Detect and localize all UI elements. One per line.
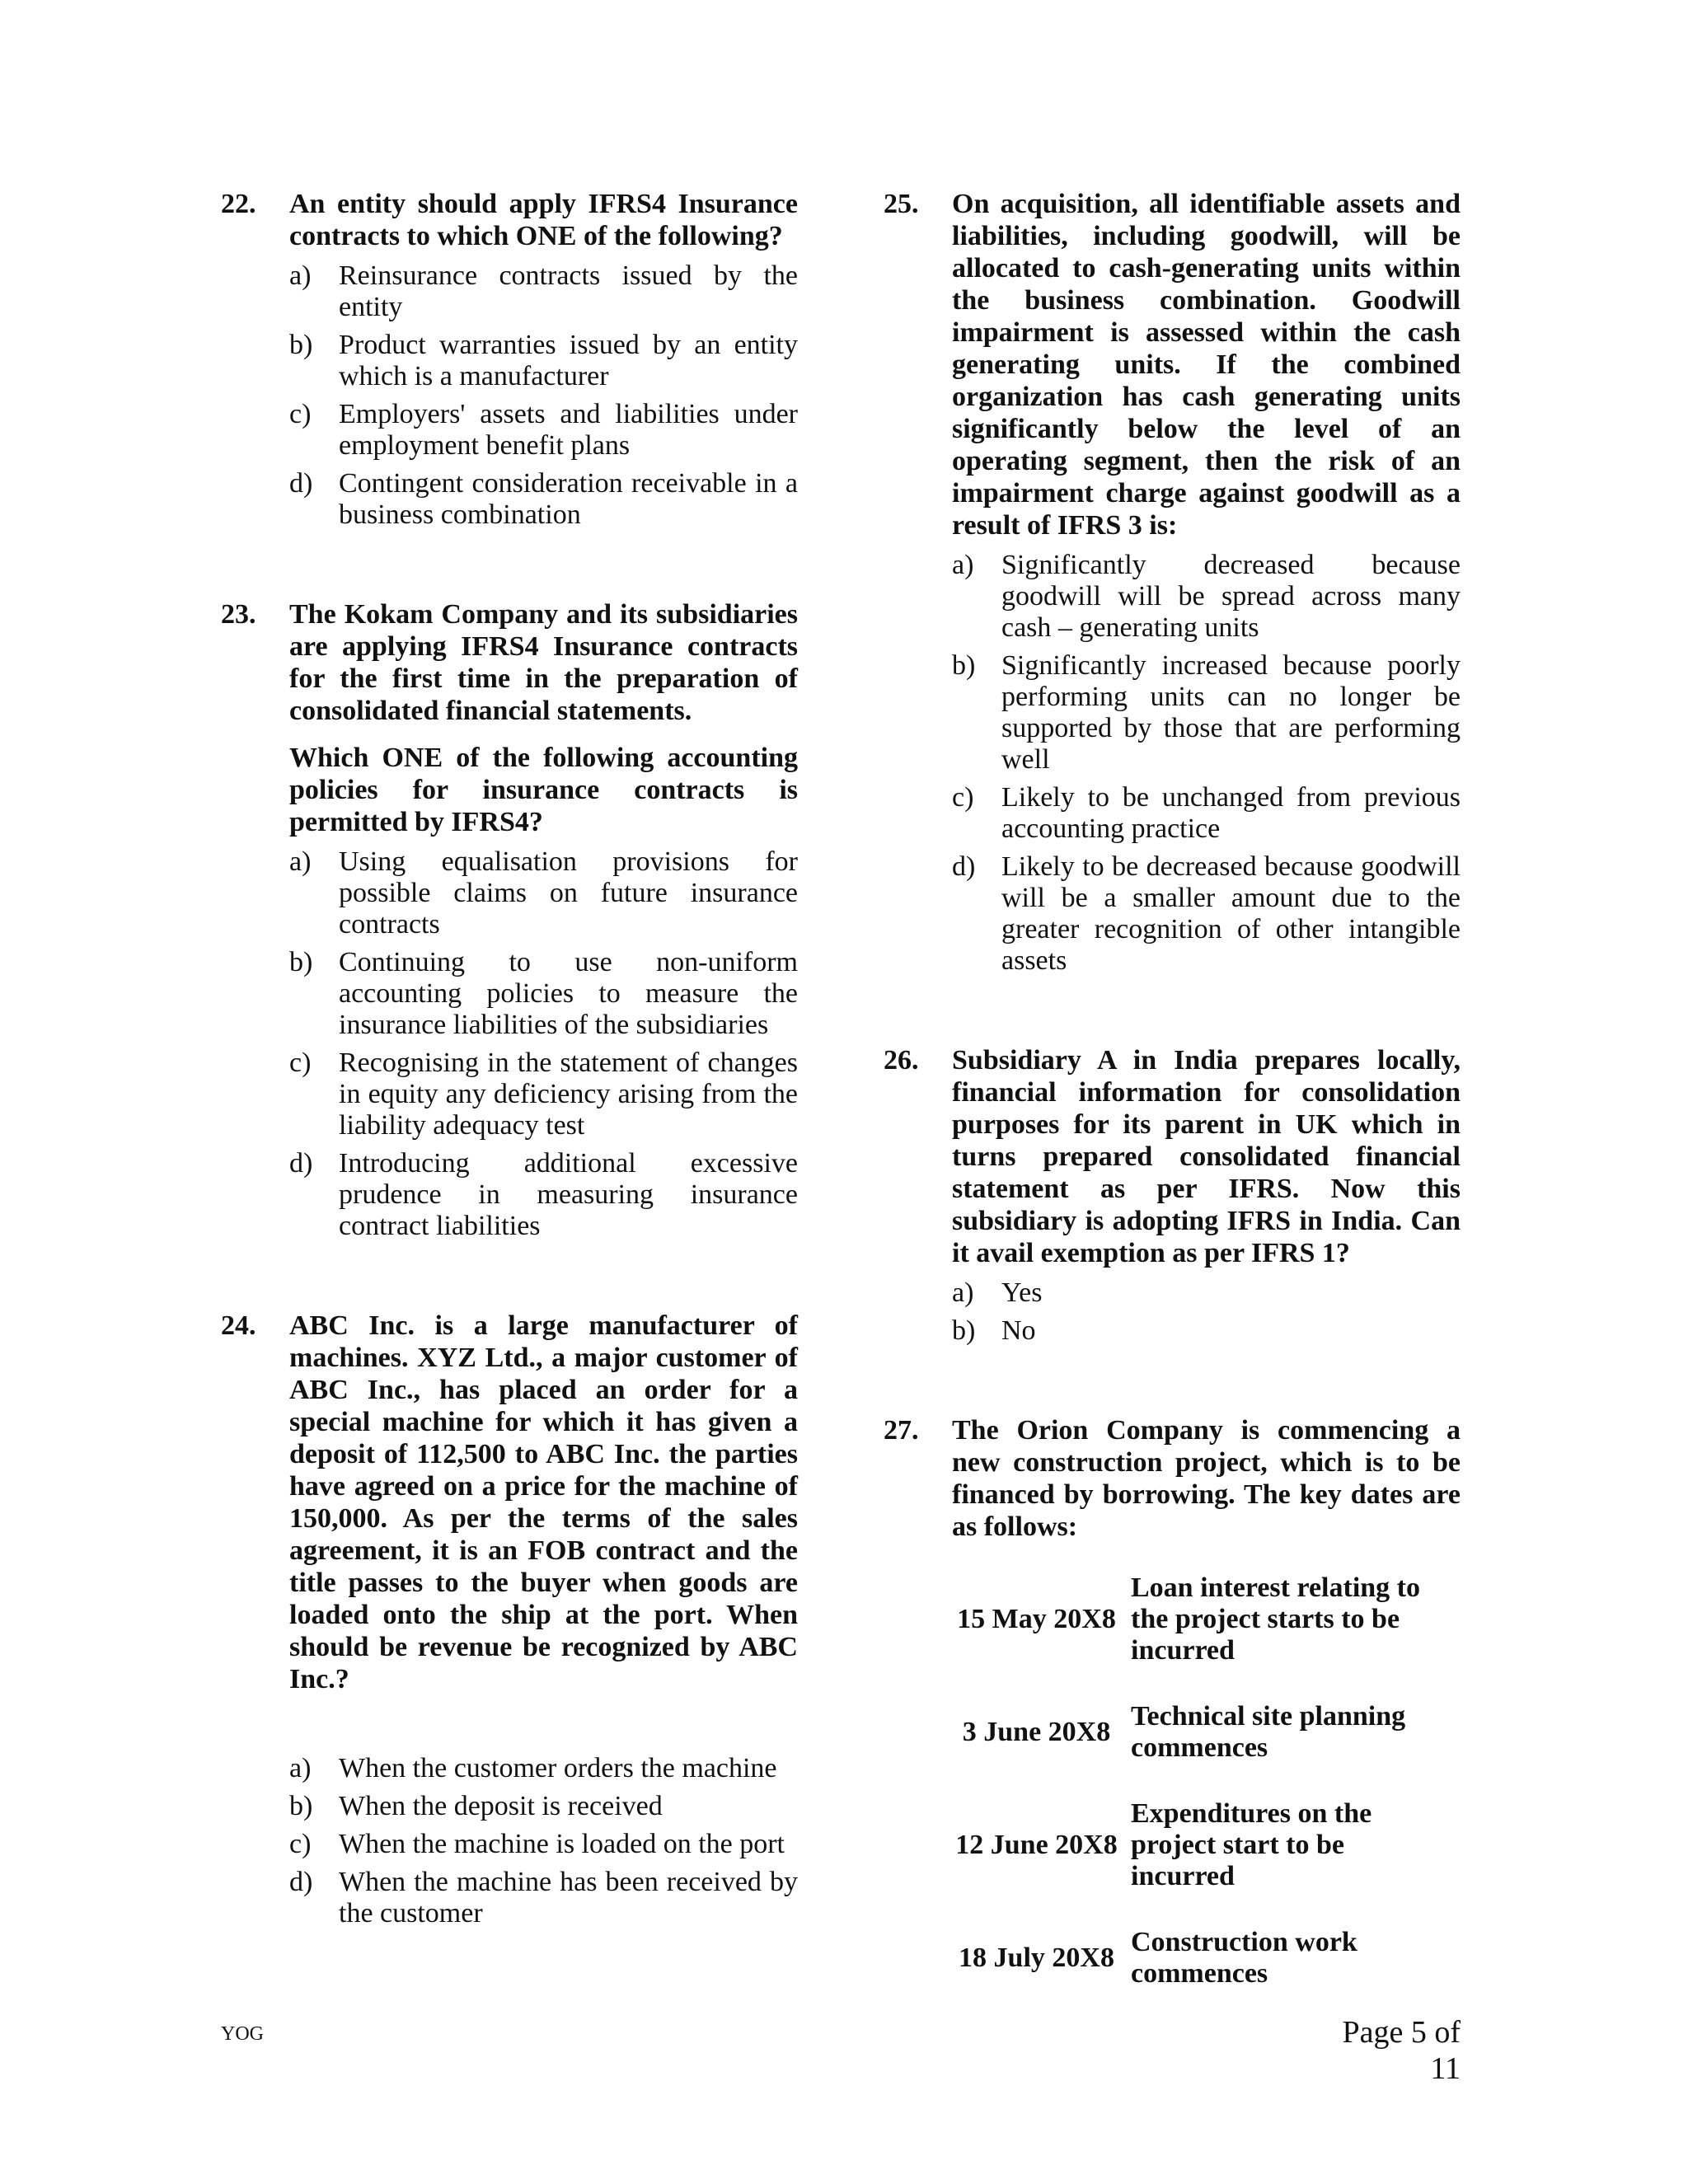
- option-letter: b): [289, 947, 313, 977]
- option-letter: b): [952, 650, 976, 681]
- option-letter: b): [952, 1315, 976, 1346]
- option-text: Likely to be decreased because goodwill will be a smaller amount due to the greater recognition of other intangible assets: [1001, 851, 1461, 976]
- options-list: [289, 846, 798, 1242]
- question-number: 23.: [221, 599, 256, 630]
- option-text: Product warranties issued by an entity which is a manufacturer: [339, 330, 798, 391]
- option-b: [952, 650, 1461, 776]
- date-cell: 12 June 20X8: [955, 1830, 1118, 1860]
- option-text: Recognising in the statement of changes in equity any deficiency arising from the liability adequacy test: [339, 1047, 798, 1141]
- option-c: [289, 399, 798, 462]
- right-column: [884, 188, 1461, 1990]
- option-a: [952, 550, 1461, 644]
- question-number: 25.: [884, 189, 919, 219]
- row-spacer: [952, 1666, 1436, 1701]
- option-d: [952, 851, 1461, 977]
- option-text: Yes: [1001, 1277, 1043, 1308]
- table-row: [952, 1572, 1436, 1666]
- event-cell: Expenditures on the project start to be incurred: [1131, 1798, 1372, 1891]
- option-letter: a): [952, 1277, 974, 1308]
- option-text: Employers' assets and liabilities under employment benefit plans: [339, 399, 798, 461]
- row-spacer: [952, 1764, 1436, 1798]
- options-list: [289, 260, 798, 531]
- event-cell: Construction work commences: [1131, 1927, 1357, 1989]
- option-b: [289, 330, 798, 392]
- option-text: When the machine is loaded on the port: [339, 1829, 785, 1859]
- question-26: [884, 1044, 1461, 1347]
- question-text: Subsidiary A in India prepares locally, financial information for consolidation purposes for its parent in UK which in turns prepared consolidated financial statement as per IFRS. Now this subsidiary is adopting IFRS in India. Can it avail exemption as per IFRS 1?: [952, 1045, 1461, 1268]
- option-text: No: [1001, 1315, 1036, 1346]
- question-text: On acquisition, all identifiable assets and liabilities, including goodwill, will be allocated to cash-generating units within the business combination. Goodwill impairment is assessed within the cash generating units. If the combined organization has cash generating units significantly below the level of an operating segment, then the risk of an impairment charge against goodwill as a result of IFRS 3 is:: [952, 189, 1461, 541]
- option-text: Using equalisation provisions for possible claims on future insurance contracts: [339, 846, 798, 940]
- key-dates-table: [952, 1572, 1436, 1990]
- options-list: [952, 550, 1461, 977]
- left-column: [221, 188, 798, 1936]
- option-c: [952, 782, 1461, 845]
- question-number: 22.: [221, 189, 256, 219]
- option-text: Likely to be unchanged from previous accounting practice: [1001, 782, 1461, 844]
- option-c: [289, 1829, 798, 1860]
- date-cell: 3 June 20X8: [962, 1717, 1111, 1747]
- option-d: [289, 1867, 798, 1929]
- option-letter: b): [289, 1791, 313, 1821]
- option-text: When the customer orders the machine: [339, 1753, 777, 1783]
- question-25: [884, 188, 1461, 977]
- option-letter: a): [289, 260, 312, 291]
- option-letter: a): [289, 1753, 312, 1783]
- option-text: Contingent consideration receivable in a business combination: [339, 468, 798, 530]
- option-letter: d): [952, 851, 976, 882]
- row-spacer: [952, 1892, 1436, 1927]
- date-cell: 15 May 20X8: [957, 1604, 1116, 1634]
- option-b: [289, 947, 798, 1041]
- option-letter: b): [289, 330, 313, 360]
- question-number: 26.: [884, 1045, 919, 1076]
- option-b: [289, 1791, 798, 1822]
- table-row: [952, 1927, 1436, 1990]
- question-number: 24.: [221, 1310, 256, 1341]
- option-c: [289, 1047, 798, 1141]
- option-b: [952, 1315, 1461, 1347]
- option-text: When the machine has been received by the customer: [339, 1867, 798, 1929]
- question-text: An entity should apply IFRS4 Insurance contracts to which ONE of the following?: [289, 189, 798, 251]
- option-letter: d): [289, 1867, 313, 1897]
- question-27: [884, 1414, 1461, 1990]
- page-number: Page 5 of 11: [1342, 2015, 1461, 2086]
- event-cell: Technical site planning commences: [1131, 1701, 1406, 1763]
- option-a: [289, 846, 798, 940]
- option-a: [952, 1277, 1461, 1309]
- option-text: Reinsurance contracts issued by the entity: [339, 260, 798, 322]
- option-text: Introducing additional excessive prudence in measuring insurance contract liabilities: [339, 1148, 798, 1241]
- option-letter: a): [952, 550, 974, 580]
- option-letter: c): [289, 1829, 312, 1859]
- option-text: Significantly increased because poorly performing units can no longer be supported by those that are performing well: [1001, 650, 1461, 775]
- options-list: [289, 1753, 798, 1929]
- option-a: [289, 1753, 798, 1784]
- option-letter: d): [289, 468, 313, 499]
- option-d: [289, 1148, 798, 1242]
- options-list: [952, 1277, 1461, 1347]
- date-cell: 18 July 20X8: [959, 1943, 1114, 1973]
- option-letter: c): [289, 399, 312, 429]
- question-prompt: Which ONE of the following accounting policies for insurance contracts is permitted by IFRS4?: [289, 743, 798, 837]
- option-letter: c): [289, 1047, 312, 1078]
- event-cell: Loan interest relating to the project starts to be incurred: [1131, 1572, 1420, 1666]
- question-text: The Kokam Company and its subsidiaries are applying IFRS4 Insurance contracts for the first time in the preparation of consolidated financial statements.: [289, 599, 798, 726]
- option-letter: a): [289, 846, 312, 877]
- question-24: [221, 1310, 798, 1929]
- option-text: Continuing to use non-uniform accounting policies to measure the insurance liabilities of the subsidiaries: [339, 947, 798, 1040]
- table-row: [952, 1701, 1436, 1764]
- question-23: [221, 598, 798, 1242]
- option-text: Significantly decreased because goodwill will be spread across many cash – generating units: [1001, 550, 1461, 643]
- option-text: When the deposit is received: [339, 1791, 663, 1821]
- question-text: ABC Inc. is a large manufacturer of machines. XYZ Ltd., a major customer of ABC Inc., has placed an order for a special machine for which it has given a deposit of 112,500 to ABC Inc. the parties have agreed on a price for the machine of 150,000. As per the terms of the sales agreement, it is an FOB contract and the title passes to the buyer when goods are loaded onto the ship at the port. When should be revenue be recognized by ABC Inc.?: [289, 1310, 798, 1694]
- question-22: [221, 188, 798, 531]
- footer-code: YOG: [221, 2023, 264, 2045]
- option-a: [289, 260, 798, 323]
- question-number: 27.: [884, 1415, 919, 1446]
- option-letter: c): [952, 782, 974, 813]
- question-text: The Orion Company is commencing a new construction project, which is to be financed by borrowing. The key dates are as follows:: [952, 1415, 1461, 1542]
- option-d: [289, 468, 798, 531]
- option-letter: d): [289, 1148, 313, 1179]
- table-row: [952, 1798, 1436, 1892]
